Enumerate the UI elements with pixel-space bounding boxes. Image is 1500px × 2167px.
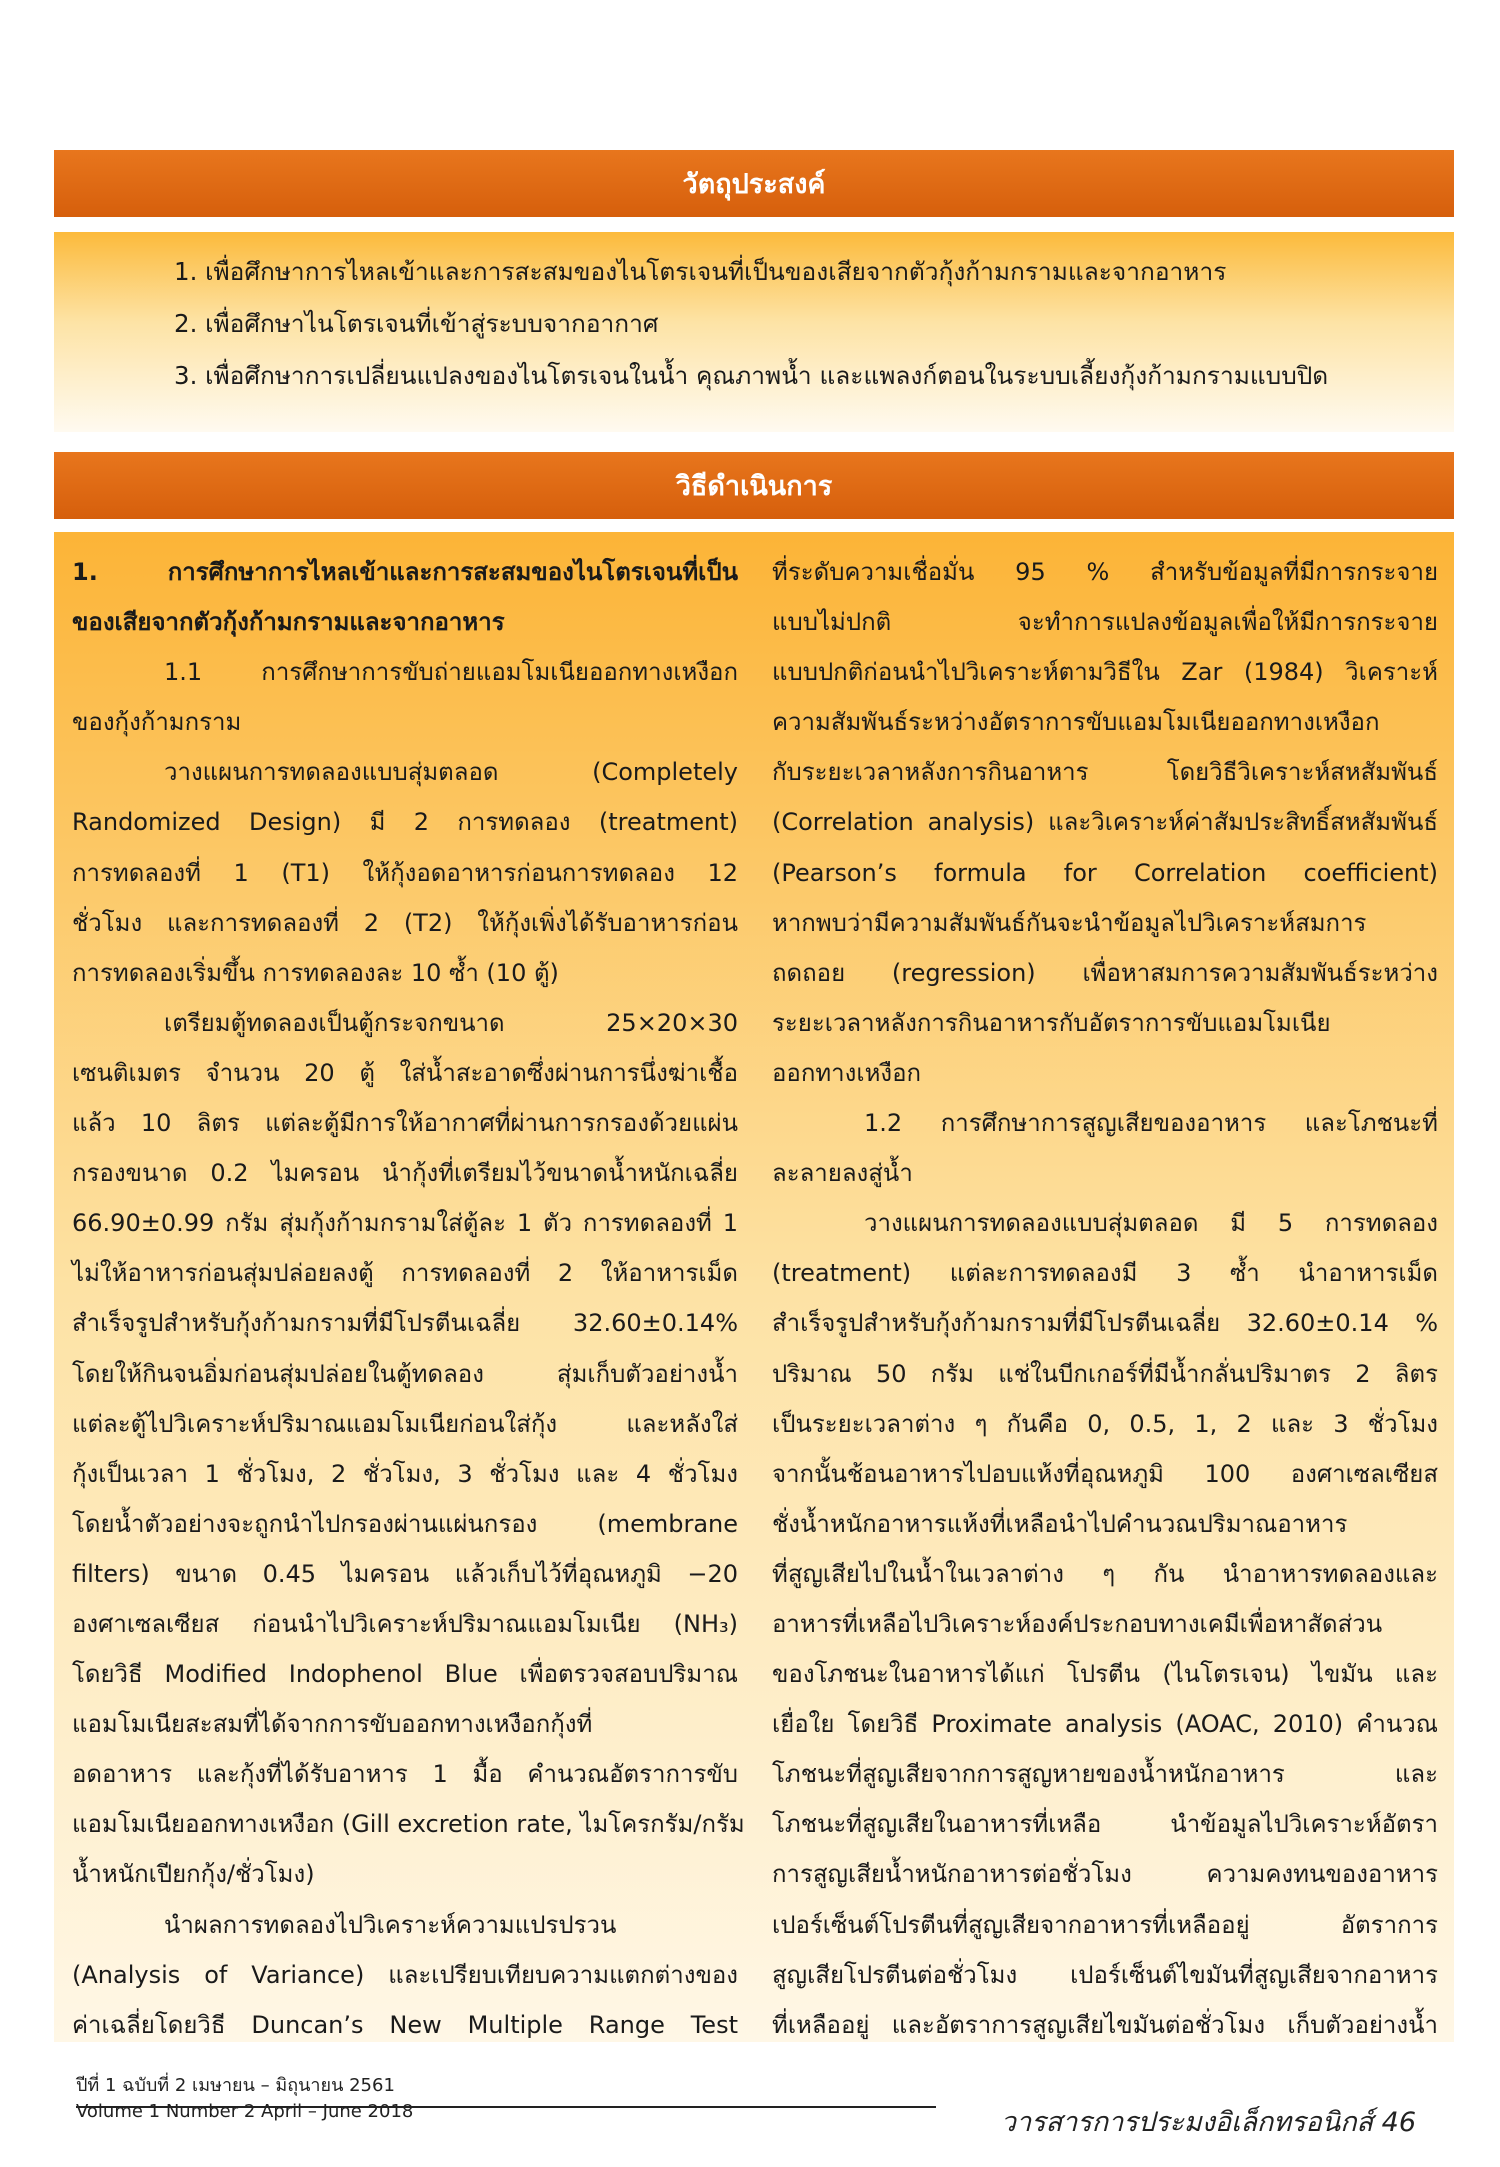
text-line: แบบไม่ปกติ จะทำการแปลงข้อมูลเพื่อให้มีการกระจาย xyxy=(772,608,1438,637)
text-line: (treatment) แต่ละการทดลองมี 3 ซ้ำ นำอาหารเม็ด xyxy=(772,1259,1438,1288)
objectives-box xyxy=(54,232,1454,432)
text-line: กับระยะเวลาหลังการกินอาหาร โดยวิธีวิเคราะห์สหสัมพันธ์ xyxy=(772,758,1438,787)
objectives-heading xyxy=(54,150,1454,217)
text-line: แบบปกติก่อนนำไปวิเคราะห์ตามวิธีใน Zar (1984) วิเคราะห์ xyxy=(772,658,1438,687)
text-line: ชั่งน้ำหนักอาหารแห้งที่เหลือนำไปคำนวณปริมาณอาหาร xyxy=(772,1509,1348,1538)
text-line: การสูญเสียน้ำหนักอาหารต่อชั่วโมง ความคงทนของอาหาร xyxy=(772,1860,1438,1889)
objective-item: 3. เพื่อศึกษาการเปลี่ยนแปลงของไนโตรเจนในน้ำ คุณภาพน้ำ และแพลงก์ตอนในระบบเลี้ยงกุ้งก้ามกรามแบบปิด xyxy=(174,361,1329,390)
text-line: เป็นระยะเวลาต่าง ๆ กันคือ 0, 0.5, 1, 2 และ 3 ชั่วโมง xyxy=(772,1409,1438,1438)
methods-title: วิธีดำเนินการ xyxy=(675,471,833,502)
text-line: 1. การศึกษาการไหลเข้าและการสะสมของไนโตรเจนที่เป็น xyxy=(72,558,738,586)
text-line: แอมโมเนียสะสมที่ได้จากการขับออกทางเหงือกกุ้งที่ xyxy=(72,1710,593,1739)
methods-right-column xyxy=(772,547,1438,2050)
text-line: ออกทางเหงือก xyxy=(772,1058,922,1087)
text-line: โดยน้ำตัวอย่างจะถูกนำไปกรองผ่านแผ่นกรอง (membrane xyxy=(72,1509,738,1538)
objective-item: 1. เพื่อศึกษาการไหลเข้าและการสะสมของไนโตรเจนที่เป็นของเสียจากตัวกุ้งก้ามกรามและจากอาหาร xyxy=(174,257,1227,286)
text-line: สำเร็จรูปสำหรับกุ้งก้ามกรามที่มีโปรตีนเฉลี่ย 32.60±0.14 % xyxy=(772,1309,1438,1338)
footer-issue-en: Volume 1 Number 2 April – June 2018 xyxy=(76,2101,414,2122)
text-line: ของโภชนะในอาหารได้แก่ โปรตีน (ไนโตรเจน) ไขมัน และ xyxy=(772,1660,1438,1689)
text-line: ละลายลงสู่น้ำ xyxy=(772,1159,913,1188)
text-line: อดอาหาร และกุ้งที่ได้รับอาหาร 1 มื้อ คำนวณอัตราการขับ xyxy=(72,1760,738,1789)
text-line: แต่ละตู้ไปวิเคราะห์ปริมาณแอมโมเนียก่อนใส่กุ้ง และหลังใส่ xyxy=(72,1409,738,1438)
text-line: สำเร็จรูปสำหรับกุ้งก้ามกรามที่มีโปรตีนเฉลี่ย 32.60±0.14% xyxy=(72,1309,738,1338)
text-line: เซนติเมตร จำนวน 20 ตู้ ใส่น้ำสะอาดซึ่งผ่านการนึ่งฆ่าเชื้อ xyxy=(72,1058,738,1087)
text-line: ระยะเวลาหลังการกินอาหารกับอัตราการขับแอมโมเนีย xyxy=(772,1008,1331,1037)
text-line: ความสัมพันธ์ระหว่างอัตราการขับแอมโมเนียออกทางเหงือก xyxy=(772,708,1380,737)
text-line: โภชนะที่สูญเสียจากการสูญหายของน้ำหนักอาหาร และ xyxy=(772,1760,1438,1789)
text-line: สูญเสียโปรตีนต่อชั่วโมง เปอร์เซ็นต์ไขมันที่สูญเสียจากอาหาร xyxy=(772,1960,1438,1989)
text-line: วางแผนการทดลองแบบสุ่มตลอด (Completely xyxy=(164,758,738,787)
text-line: จากนั้นช้อนอาหารไปอบแห้งที่อุณหภูมิ 100 องศาเซลเซียส xyxy=(772,1459,1438,1488)
objective-item: 2. เพื่อศึกษาไนโตรเจนที่เข้าสู่ระบบจากอากาศ xyxy=(174,309,659,338)
footer-journal xyxy=(1001,2100,1416,2143)
text-line: เปอร์เซ็นต์โปรตีนที่สูญเสียจากอาหารที่เหลืออยู่ อัตราการ xyxy=(772,1910,1438,1939)
methods-heading xyxy=(54,452,1454,519)
text-line: (Pearson’s formula for Correlation coefficient) xyxy=(772,858,1438,887)
text-line: เตรียมตู้ทดลองเป็นตู้กระจกขนาด 25×20×30 xyxy=(164,1008,738,1037)
text-line: ชั่วโมง และการทดลองที่ 2 (T2) ให้กุ้งเพิ่งได้รับอาหารก่อน xyxy=(72,908,738,937)
text-line: นำผลการทดลองไปวิเคราะห์ความแปรปรวน xyxy=(164,1910,617,1939)
objectives-title: วัตถุประสงค์ xyxy=(682,169,826,200)
footer-issue xyxy=(76,2073,413,2125)
text-line: ที่สูญเสียไปในน้ำในเวลาต่าง ๆ กัน นำอาหารทดลองและ xyxy=(772,1559,1438,1588)
page-number: 46 xyxy=(1381,2107,1416,2138)
objectives-list xyxy=(174,246,1328,402)
text-line: ของเสียจากตัวกุ้งก้ามกรามและจากอาหาร xyxy=(72,608,505,637)
text-line: โดยวิธี Modified Indophenol Blue เพื่อตรวจสอบปริมาณ xyxy=(72,1660,738,1689)
footer-issue-th: ปีที่ 1 ฉบับที่ 2 เมษายน – มิถุนายน 2561 xyxy=(76,2075,395,2096)
text-line: องศาเซลเซียส ก่อนนำไปวิเคราะห์ปริมาณแอมโมเนีย (NH₃) xyxy=(72,1609,738,1638)
text-line: วางแผนการทดลองแบบสุ่มตลอด มี 5 การทดลอง xyxy=(864,1209,1438,1238)
text-line: การทดลองเริ่มขึ้น การทดลองละ 10 ซ้ำ (10 ตู้) xyxy=(72,958,559,987)
text-line: ปริมาณ 50 กรัม แช่ในบีกเกอร์ที่มีน้ำกลั่นปริมาตร 2 ลิตร xyxy=(772,1359,1438,1388)
text-line: ค่าเฉลี่ยโดยวิธี Duncan’s New Multiple Range Test xyxy=(72,2010,738,2039)
text-line: อาหารที่เหลือไปวิเคราะห์องค์ประกอบทางเคมีเพื่อหาสัดส่วน xyxy=(772,1609,1383,1638)
text-line: โดยให้กินจนอิ่มก่อนสุ่มปล่อยในตู้ทดลอง สุ่มเก็บตัวอย่างน้ำ xyxy=(72,1359,738,1388)
text-line: การทดลองที่ 1 (T1) ให้กุ้งอดอาหารก่อนการทดลอง 12 xyxy=(72,858,738,887)
text-line: โภชนะที่สูญเสียในอาหารที่เหลือ นำข้อมูลไปวิเคราะห์อัตรา xyxy=(772,1810,1438,1839)
text-line: 1.1 การศึกษาการขับถ่ายแอมโมเนียออกทางเหงือก xyxy=(164,658,738,687)
footer-divider xyxy=(76,2106,936,2108)
text-line: (Correlation analysis) และวิเคราะห์ค่าสัมประสิทธิ์สหสัมพันธ์ xyxy=(772,808,1438,837)
text-line: เยื่อใย โดยวิธี Proximate analysis (AOAC, 2010) คำนวณ xyxy=(772,1710,1438,1739)
text-line: 66.90±0.99 กรัม สุ่มกุ้งก้ามกรามใส่ตู้ละ 1 ตัว การทดลองที่ 1 xyxy=(72,1209,738,1238)
text-line: 1.2 การศึกษาการสูญเสียของอาหาร และโภชนะที่ xyxy=(864,1109,1438,1138)
text-line: ไม่ให้อาหารก่อนสุ่มปล่อยลงตู้ การทดลองที่ 2 ให้อาหารเม็ด xyxy=(72,1259,738,1288)
text-line: กุ้งเป็นเวลา 1 ชั่วโมง, 2 ชั่วโมง, 3 ชั่วโมง และ 4 ชั่วโมง xyxy=(72,1459,738,1488)
text-line: แล้ว 10 ลิตร แต่ละตู้มีการให้อากาศที่ผ่านการกรองด้วยแผ่น xyxy=(72,1109,738,1138)
text-line: ที่ระดับความเชื่อมั่น 95 % สำหรับข้อมูลที่มีการกระจาย xyxy=(772,558,1438,586)
text-line: Randomized Design) มี 2 การทดลอง (treatment) xyxy=(72,808,738,837)
text-line: ที่เหลืออยู่ และอัตราการสูญเสียไขมันต่อชั่วโมง เก็บตัวอย่างน้ำ xyxy=(772,2010,1438,2039)
journal-name: วารสารการประมงอิเล็กทรอนิกส์ xyxy=(1000,2107,1374,2138)
text-line: ของกุ้งก้ามกราม xyxy=(72,708,242,737)
text-line: กรองขนาด 0.2 ไมครอน นำกุ้งที่เตรียมไว้ขนาดน้ำหนักเฉลี่ย xyxy=(72,1159,738,1188)
methods-box xyxy=(54,532,1454,2042)
text-line: (Analysis of Variance) และเปรียบเทียบความแตกต่างของ xyxy=(72,1960,738,1989)
text-line: filters) ขนาด 0.45 ไมครอน แล้วเก็บไว้ที่อุณหภูมิ −20 xyxy=(72,1559,738,1588)
text-line: แอมโมเนียออกทางเหงือก (Gill excretion rate, ไมโครกรัม/กรัม xyxy=(72,1810,745,1839)
text-line: น้ำหนักเปียกกุ้ง/ชั่วโมง) xyxy=(72,1860,315,1889)
text-line: ถดถอย (regression) เพื่อหาสมการความสัมพันธ์ระหว่าง xyxy=(772,958,1438,987)
methods-left-column xyxy=(72,547,745,2050)
text-line: หากพบว่ามีความสัมพันธ์กันจะนำข้อมูลไปวิเคราะห์สมการ xyxy=(772,908,1367,937)
